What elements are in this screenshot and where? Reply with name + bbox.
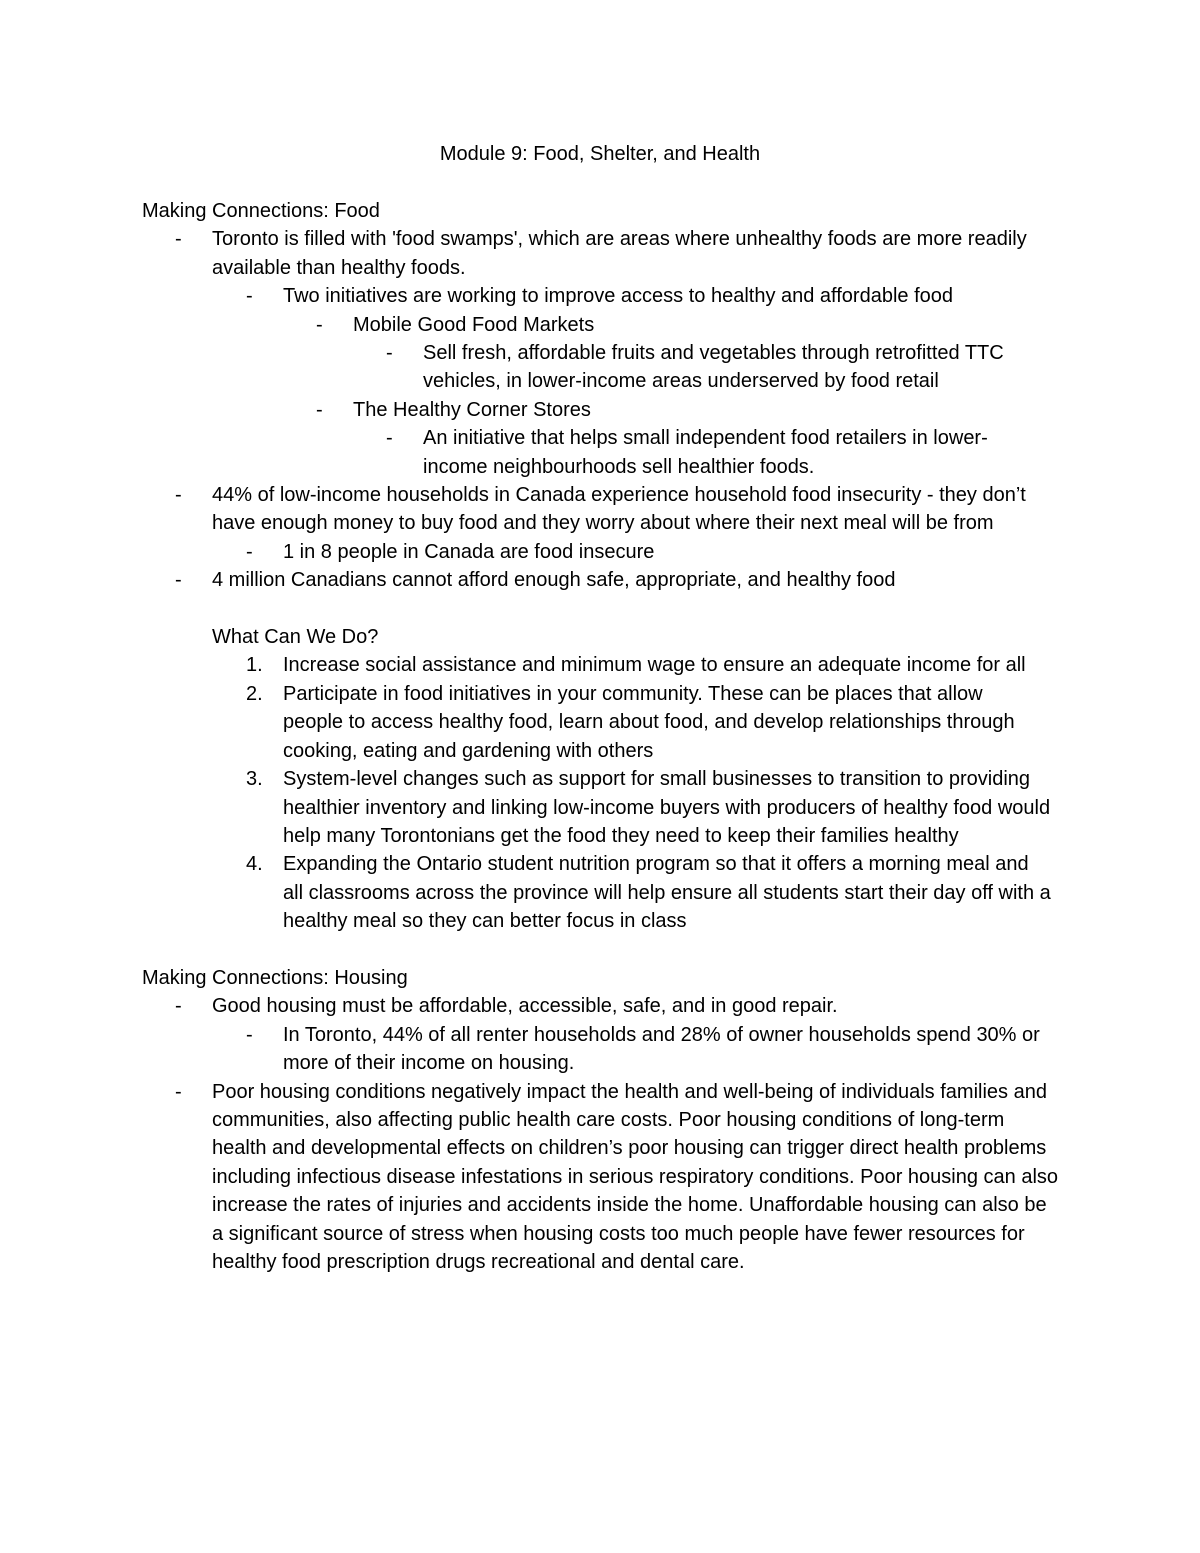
bullet-marker: - xyxy=(175,569,182,592)
list-item xyxy=(142,225,1072,282)
list-item xyxy=(142,481,1072,538)
bullet-marker: - xyxy=(386,342,393,365)
list-item-text: Participate in food initiatives in your community. These can be places that allow people to access healthy food, learn about food, and develop relationships through cooking, eating and gardening with others xyxy=(283,682,1015,762)
bullet-marker: - xyxy=(175,484,182,507)
list-item xyxy=(142,311,1072,339)
bullet-marker: - xyxy=(246,540,253,563)
numbered-list-item xyxy=(142,850,1072,935)
list-item-text: 1 in 8 people in Canada are food insecure xyxy=(283,540,655,563)
bullet-marker: - xyxy=(316,313,323,336)
list-item-text: The Healthy Corner Stores xyxy=(353,398,591,421)
list-item-text: Expanding the Ontario student nutrition program so that it offers a morning meal and all classrooms across the province will help ensure all students start their day off with a healthy meal so they can better focus in class xyxy=(283,853,1051,933)
list-number: 1. xyxy=(246,654,263,677)
list-item-text: Good housing must be affordable, accessible, safe, and in good repair. xyxy=(212,995,838,1018)
spacer xyxy=(142,595,1072,623)
bullet-marker: - xyxy=(175,1080,182,1103)
bullet-marker: - xyxy=(386,427,393,450)
section-heading-housing: Making Connections: Housing xyxy=(142,966,408,989)
list-item xyxy=(142,339,1072,396)
list-item xyxy=(142,566,1072,594)
list-item-text: In Toronto, 44% of all renter households and 28% of owner households spend 30% or more of their income on housing. xyxy=(283,1023,1040,1075)
list-number: 2. xyxy=(246,682,263,705)
bullet-marker: - xyxy=(175,995,182,1018)
list-item-text: Poor housing conditions negatively impact the health and well-being of individuals families and communities, also affecting public health care costs. Poor housing conditions of long-term health and developmental effects on children’s poor housing can trigger direct health problems including infectious disease infestations in serious respiratory conditions. Poor housing can also increase the rates of injuries and accidents inside the home. Unaffordable housing can also be a significant source of stress when housing costs too much people have fewer resources for healthy food prescription drugs recreational and dental care. xyxy=(212,1080,1059,1273)
bullet-marker: - xyxy=(246,1023,253,1046)
list-item xyxy=(142,1021,1072,1078)
list-item-text: 44% of low-income households in Canada experience household food insecurity - they don’t have enough money to buy food and they worry about where their next meal will be from xyxy=(212,484,1026,535)
list-item-text: 4 million Canadians cannot afford enough safe, appropriate, and healthy food xyxy=(212,569,896,592)
numbered-list-item xyxy=(142,651,1072,679)
bullet-marker: - xyxy=(175,228,182,251)
document-title: Module 9: Food, Shelter, and Health xyxy=(439,143,761,165)
list-item-text: Mobile Good Food Markets xyxy=(353,313,595,336)
list-item xyxy=(142,1078,1072,1277)
list-item-text: Sell fresh, affordable fruits and vegetables through retrofitted TTC vehicles, in lower-income areas underserved by food retail xyxy=(423,342,1004,393)
list-item-text: Toronto is filled with 'food swamps', which are areas where unhealthy foods are more readily available than healthy foods. xyxy=(212,228,1027,279)
list-item xyxy=(142,992,1072,1020)
list-item-text: System-level changes such as support for small businesses to transition to providing healthier inventory and linking low-income buyers with producers of healthy food would help many Torontonians get the food they need to keep their families healthy xyxy=(283,768,1051,847)
bullet-marker: - xyxy=(246,285,253,308)
list-item-text: Increase social assistance and minimum wage to ensure an adequate income for all xyxy=(283,654,1026,677)
sub-heading-what-can-we-do: What Can We Do? xyxy=(212,626,379,649)
spacer xyxy=(142,936,1072,964)
section-heading-food: Making Connections: Food xyxy=(142,200,380,222)
numbered-list-item xyxy=(142,765,1072,850)
list-number: 3. xyxy=(246,768,263,791)
list-item xyxy=(142,538,1072,566)
document-body xyxy=(142,197,1072,1276)
numbered-list-item xyxy=(142,680,1072,765)
list-item-text: An initiative that helps small independent food retailers in lower-income neighbourhoods sell healthier foods. xyxy=(423,427,988,478)
list-number: 4. xyxy=(246,853,263,876)
list-item-text: Two initiatives are working to improve access to healthy and affordable food xyxy=(283,285,953,308)
list-item xyxy=(142,282,1072,310)
bullet-marker: - xyxy=(316,398,323,421)
list-item xyxy=(142,396,1072,424)
list-item xyxy=(142,424,1072,481)
